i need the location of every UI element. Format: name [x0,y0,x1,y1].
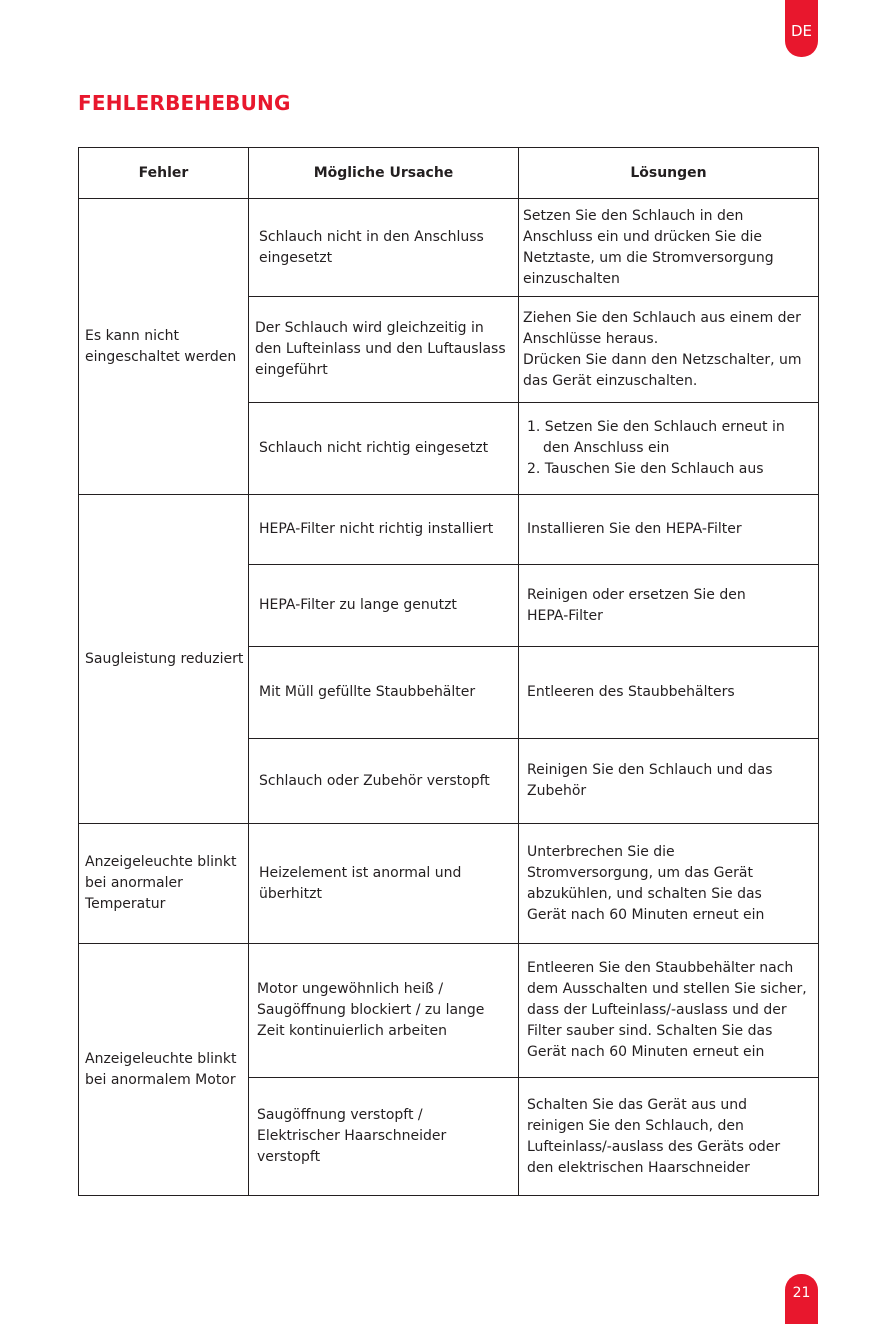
cause-cell: Heizelement ist anormal und überhitzt [249,824,519,944]
cause-cell: Mit Müll gefüllte Staubbehälter [249,647,519,739]
solution-step: 2. Tauschen Sie den Schlauch aus [527,461,764,477]
table-row [79,495,819,565]
solution-cell [519,403,819,495]
cause-cell: Schlauch nicht richtig eingesetzt [249,403,519,495]
table-row [79,199,819,297]
cause-cell: Der Schlauch wird gleichzeitig in den Lufteinlass und den Luftauslass eingeführt [249,297,519,403]
solution-step-continued: den Anschluss ein [543,440,670,456]
solution-cell: Reinigen Sie den Schlauch und das Zubehör [519,739,819,824]
solution-step: 1. Setzen Sie den Schlauch erneut in [527,419,785,435]
solution-cell: Schalten Sie das Gerät aus und reinigen Sie den Schlauch, den Lufteinlass/-auslass des Geräts oder den elektrischen Haarschneider [519,1078,819,1196]
header-cause: Mögliche Ursache [249,148,519,199]
cause-cell: Schlauch oder Zubehör verstopft [249,739,519,824]
solution-cell: Installieren Sie den HEPA-Filter [519,495,819,565]
fault-cell: Anzeigeleuchte blinkt bei anormaler Temperatur [79,824,249,944]
table-header-row [79,148,819,199]
solution-cell: Setzen Sie den Schlauch in den Anschluss ein und drücken Sie die Netztaste, um die Stromversorgung einzuschalten [519,199,819,297]
header-solution: Lösungen [519,148,819,199]
header-fault: Fehler [79,148,249,199]
page-number-badge: 21 [785,1274,818,1324]
solution-cell: Entleeren des Staubbehälters [519,647,819,739]
cause-cell: Motor ungewöhnlich heiß / Saugöffnung blockiert / zu lange Zeit kontinuierlich arbeiten [249,944,519,1078]
cause-cell: Saugöffnung verstopft / Elektrischer Haarschneider verstopft [249,1078,519,1196]
cause-cell: HEPA-Filter nicht richtig installiert [249,495,519,565]
solution-cell: Entleeren Sie den Staubbehälter nach dem Ausschalten und stellen Sie sicher, dass der Lufteinlass/-auslass und der Filter sauber sind. Schalten Sie das Gerät nach 60 Minuten erneut ein [519,944,819,1078]
cause-cell: Schlauch nicht in den Anschluss eingesetzt [249,199,519,297]
cause-cell: HEPA-Filter zu lange genutzt [249,565,519,647]
fault-cell: Es kann nicht eingeschaltet werden [79,199,249,495]
table-row [79,824,819,944]
fault-cell: Saugleistung reduziert [79,495,249,824]
page-title: FEHLERBEHEBUNG [78,91,291,115]
troubleshooting-table [78,147,819,1196]
solution-cell: Unterbrechen Sie die Stromversorgung, um das Gerät abzukühlen, und schalten Sie das Gerät nach 60 Minuten erneut ein [519,824,819,944]
language-tab: DE [785,0,818,57]
solution-cell: Reinigen oder ersetzen Sie den HEPA-Filter [519,565,819,647]
fault-cell: Anzeigeleuchte blinkt bei anormalem Motor [79,944,249,1196]
solution-cell: Ziehen Sie den Schlauch aus einem der Anschlüsse heraus. Drücken Sie dann den Netzschalter, um das Gerät einzuschalten. [519,297,819,403]
table-row [79,944,819,1078]
